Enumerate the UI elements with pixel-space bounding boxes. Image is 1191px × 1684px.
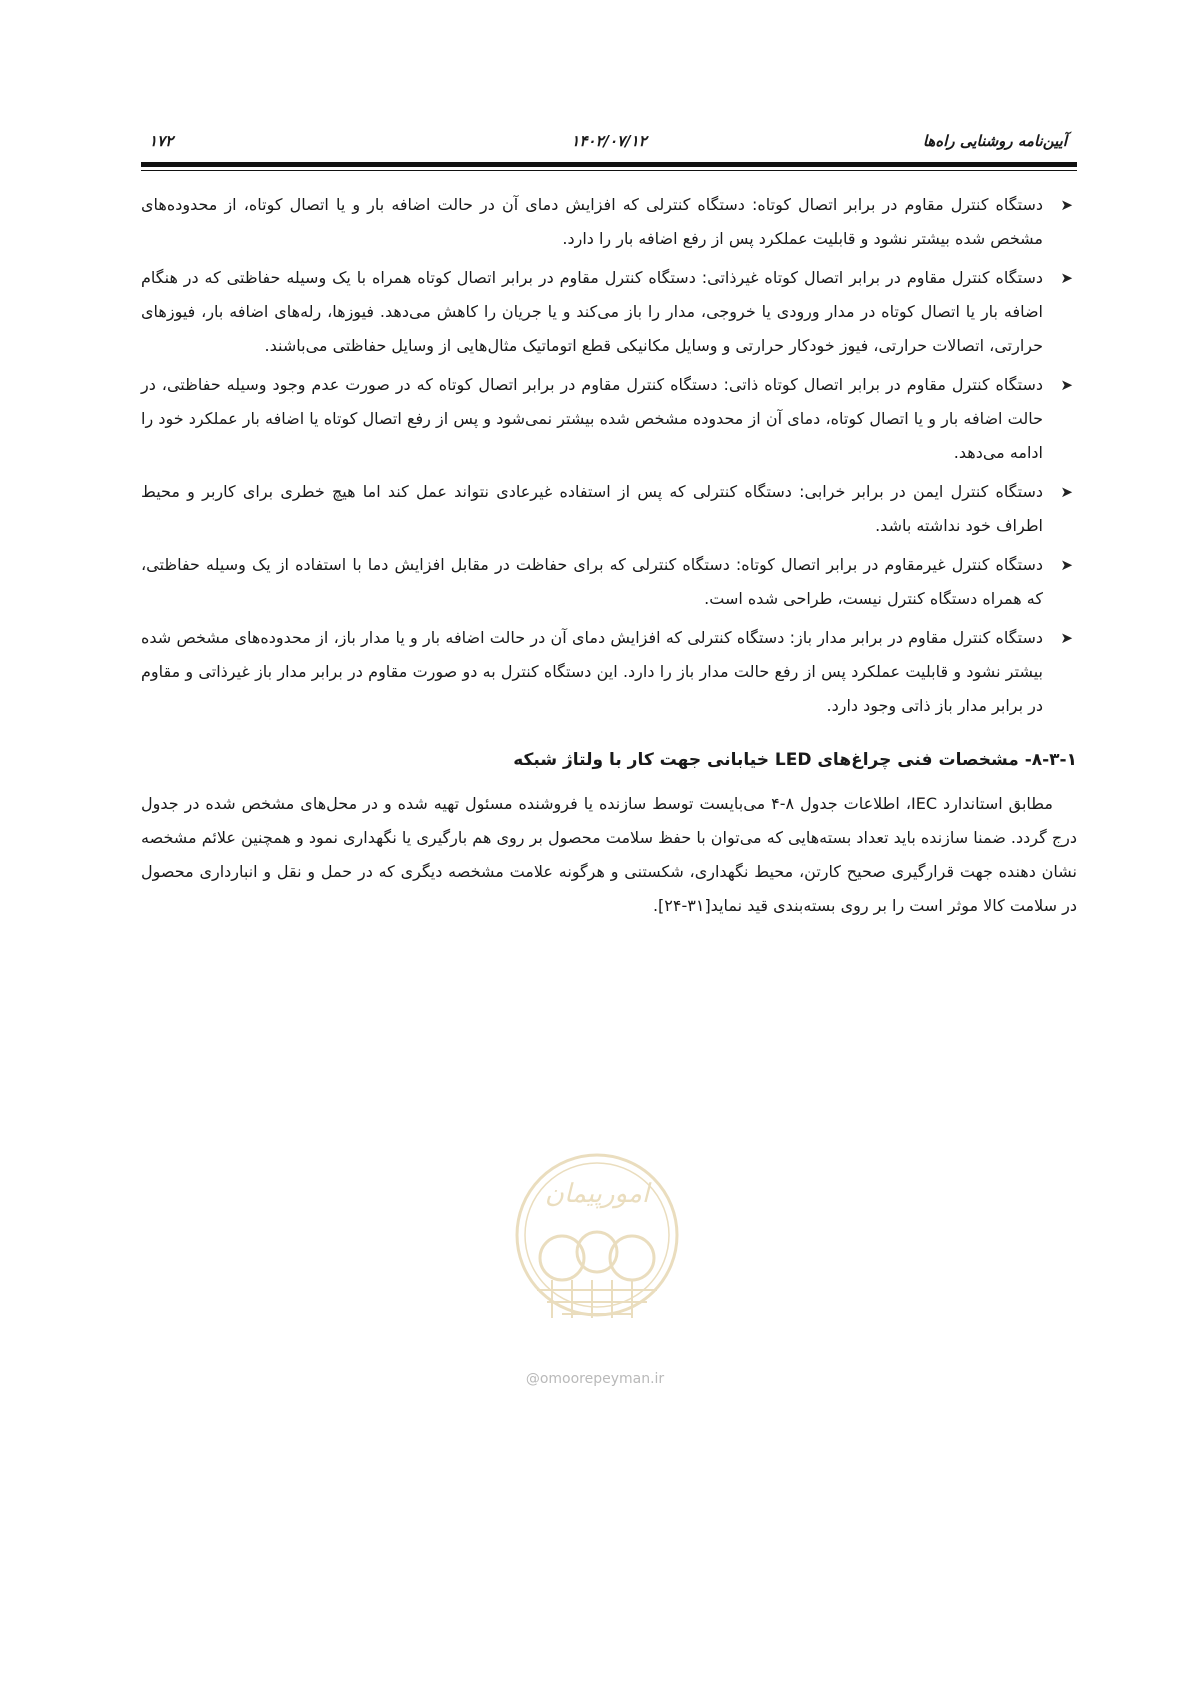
list-item xyxy=(141,548,1077,616)
section-heading: ۸-۳-۱- مشخصات فنی چراغ‌های LED خیابانی جهت کار با ولتاژ شبکه xyxy=(513,750,1077,770)
list-item xyxy=(141,261,1077,363)
list-item-text: دستگاه کنترل ایمن در برابر خرابی: دستگاه کنترلی که پس از استفاده غیرعادی نتواند عمل کند اما هیچ خطری برای کاربر و محیط اطراف خود نداشته باشد. xyxy=(141,482,1043,535)
arrowhead-bullet-icon: ➤ xyxy=(1060,196,1073,214)
header-rule-thick xyxy=(141,162,1077,167)
watermark-url: @omoorepeyman.ir xyxy=(525,1371,665,1387)
list-item xyxy=(141,368,1077,470)
arrowhead-bullet-icon: ➤ xyxy=(1060,483,1073,501)
arrowhead-bullet-icon: ➤ xyxy=(1060,556,1073,574)
arrowhead-bullet-icon: ➤ xyxy=(1060,269,1073,287)
list-item-text: دستگاه کنترل مقاوم در برابر اتصال کوتاه ذاتی: دستگاه کنترل مقاوم در برابر اتصال کوتاه که در صورت عدم وجود وسیله حفاظتی، در حالت اضافه بار و یا اتصال کوتاه، دمای آن از محدوده مشخص شده بیشتر نمی‌شود و پس از رفع اتصال کوتاه یا اضافه بار عملکرد خود را ادامه می‌دهد. xyxy=(141,375,1043,462)
page-header xyxy=(141,128,1077,160)
header-title: آیین‌نامه روشنایی راه‌ها xyxy=(922,132,1067,150)
header-date: ۱۴۰۲/۰۷/۱۲ xyxy=(571,132,647,150)
arrowhead-bullet-icon: ➤ xyxy=(1060,376,1073,394)
arrowhead-bullet-icon: ➤ xyxy=(1060,629,1073,647)
definition-list xyxy=(141,188,1077,723)
header-rule-thin xyxy=(141,170,1077,171)
watermark-logo-text: امورپیمان xyxy=(544,1179,650,1209)
watermark-logo xyxy=(492,1140,702,1330)
list-item xyxy=(141,621,1077,723)
page-body xyxy=(141,188,1077,923)
list-item-text: دستگاه کنترل غیرمقاوم در برابر اتصال کوتاه: دستگاه کنترلی که برای حفاظت در مقابل افزایش دما با استفاده از یک وسیله حفاظتی، که همراه دستگاه کنترل نیست، طراحی شده است. xyxy=(141,555,1043,608)
section-paragraph: مطابق استاندارد IEC، اطلاعات جدول ۸-۴ می‌بایست توسط سازنده یا فروشنده مسئول تهیه شده و در محل‌های مشخص شده در جدول درج گردد. ضمنا سازنده باید تعداد بسته‌هایی که می‌توان با حفظ سلامت محصول بر روی هم بارگیری یا نگهداری نمود و همچنین علائم مشخصه نشان دهنده جهت قرارگیری صحیح کارتن، محیط نگهداری، شکستنی و هرگونه علامت مشخصه دیگری که در حمل و نقل و انبارداری محصول در سلامت کالا موثر است را بر روی بسته‌بندی قید نماید[۳۱-۲۴]. xyxy=(141,794,1077,915)
page-number: ۱۷۲ xyxy=(149,132,174,150)
list-item-text: دستگاه کنترل مقاوم در برابر اتصال کوتاه غیرذاتی: دستگاه کنترل مقاوم در برابر اتصال کوتاه همراه با یک وسیله حفاظتی که در هنگام اضافه بار یا اتصال کوتاه در مدار ورودی یا خروجی، مدار را باز می‌کند و یا جریان را کاهش می‌دهد. فیوزها، رله‌های اضافه بار، فیوزهای حرارتی، اتصالات حرارتی، فیوز خودکار حرارتی و وسایل مکانیکی قطع اتوماتیک مثال‌هایی از وسایل حفاظتی می‌باشند. xyxy=(141,268,1043,355)
list-item-text: دستگاه کنترل مقاوم در برابر مدار باز: دستگاه کنترلی که افزایش دمای آن در حالت اضافه بار و یا مدار باز، از محدوده‌های مشخص شده بیشتر نشود و قابلیت عملکرد پس از رفع حالت مدار باز را دارد. این دستگاه کنترل به دو صورت مقاوم در برابر مدار باز غیرذاتی و مقاوم در برابر مدار باز ذاتی وجود دارد. xyxy=(141,628,1043,715)
list-item-text: دستگاه کنترل مقاوم در برابر اتصال کوتاه: دستگاه کنترلی که افزایش دمای آن در حالت اضافه بار و یا اتصال کوتاه، از محدوده‌های مشخص شده بیشتر نشود و قابلیت عملکرد پس از رفع اضافه بار را دارد. xyxy=(141,195,1043,248)
list-item xyxy=(141,188,1077,256)
list-item xyxy=(141,475,1077,543)
